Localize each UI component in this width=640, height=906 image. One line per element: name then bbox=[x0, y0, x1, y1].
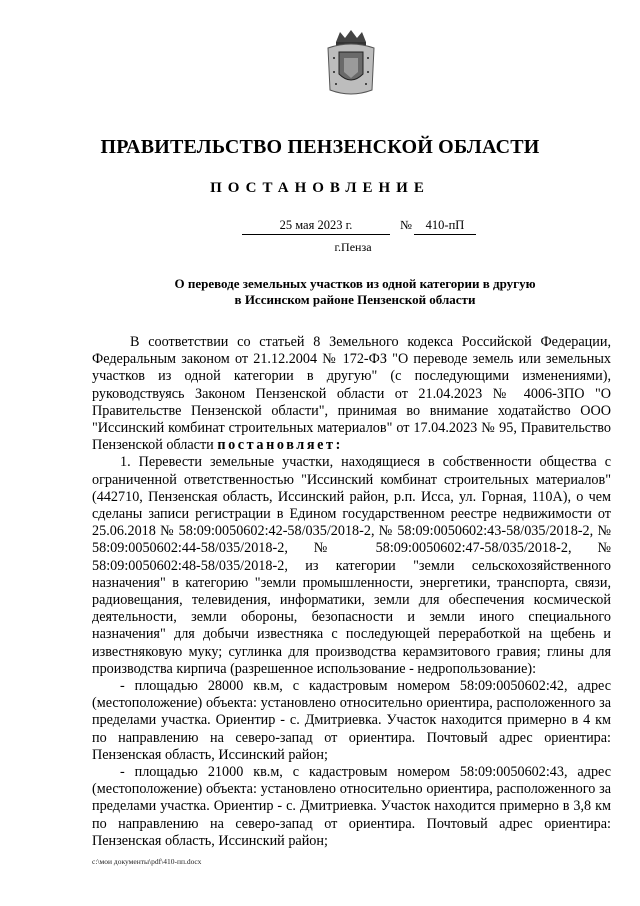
date-number-line bbox=[0, 218, 640, 238]
document-body bbox=[92, 334, 611, 850]
item-1-paragraph: 1. Перевести земельные участки, находящиеся в собственности общества с ограниченной ответственностью "Иссинский комбинат строительных материалов" (442710, Пензенская область, Иссинский район, р.п. Исса, ул. Горная, 110А), о чем сделаны записи регистрации в Едином государственном реестре недвижимости от 25.06.2018 № 58:09:0050602:42-58/035/2018-2, № 58:09:0050602:43-58/035/2018-2, № 58:09:0050602:44-58/035/2018-2, № 58:09:0050602:47-58/035/2018-2, № 58:09:0050602:48-58/035/2018-2, из категории "земли сельскохозяйственного назначения" в категорию "земли промышленности, энергетики, транспорта, связи, радиовещания, телевидения, информатики, земли для обеспечения космической деятельности, земли обороны, безопасности и земли иного специального назначения" для добычи известняка с последующей переработкой на щебень и известняковую муку; суглинка для производства керамзитового гравия; глины для производства кирпича (разрешенное использование - недропользование): bbox=[92, 454, 611, 677]
resolves-word: постановляет: bbox=[217, 437, 343, 454]
document-type: ПОСТАНОВЛЕНИЕ bbox=[210, 180, 430, 196]
preamble-text: В соответствии со статьей 8 Земельного кодекса Российской Федерации, Федеральным законом от 21.12.2004 № 172-ФЗ "О переводе земель или земельных участков из одной категории в другую" (с последующими изменениями), руководствуясь Законом Пензенской области от 21.04.2023 № 4006-ЗПО "О Правительстве Пензенской области", принимая во внимание ходатайство ООО "Иссинский комбинат строительных материалов" от 17.04.2023 № 95, Правительство Пензенской области bbox=[92, 334, 611, 454]
subject-line-1: О переводе земельных участков из одной категории в другую bbox=[174, 276, 536, 291]
coat-of-arms-icon bbox=[326, 28, 376, 98]
document-date: 25 мая 2023 г. bbox=[242, 218, 390, 235]
document-number: 410-пП bbox=[414, 218, 476, 235]
government-title: ПРАВИТЕЛЬСТВО ПЕНЗЕНСКОЙ ОБЛАСТИ bbox=[100, 136, 540, 158]
plot-2-paragraph: - площадью 21000 кв.м, с кадастровым номером 58:09:0050602:43, адрес (местоположение) объекта: установлено относительно ориентира, расположенного за пределами участка. Ориентир - с. Дмитриевка. Участок находится примерно в 3,8 км по направлению на северо-запад от ориентира. Почтовый адрес ориентира: Пензенская область, Иссинский район; bbox=[92, 764, 611, 849]
city: г.Пенза bbox=[334, 240, 372, 254]
plot-1-paragraph: - площадью 28000 кв.м, с кадастровым номером 58:09:0050602:42, адрес (местоположение) объекта: установлено относительно ориентира, расположенного за пределами участка. Ориентир - с. Дмитриевка. Участок находится примерно в 4 км по направлению на северо-запад от ориентира. Почтовый адрес ориентира: Пензенская область, Иссинский район; bbox=[92, 678, 611, 763]
preamble-paragraph bbox=[92, 334, 611, 454]
document-subject bbox=[60, 276, 640, 308]
file-path-footer: c:\мои документы\pdf\410-пп.docx bbox=[92, 857, 202, 866]
subject-line-2: в Иссинском районе Пензенской области bbox=[234, 292, 476, 307]
number-sign: № bbox=[400, 218, 412, 232]
